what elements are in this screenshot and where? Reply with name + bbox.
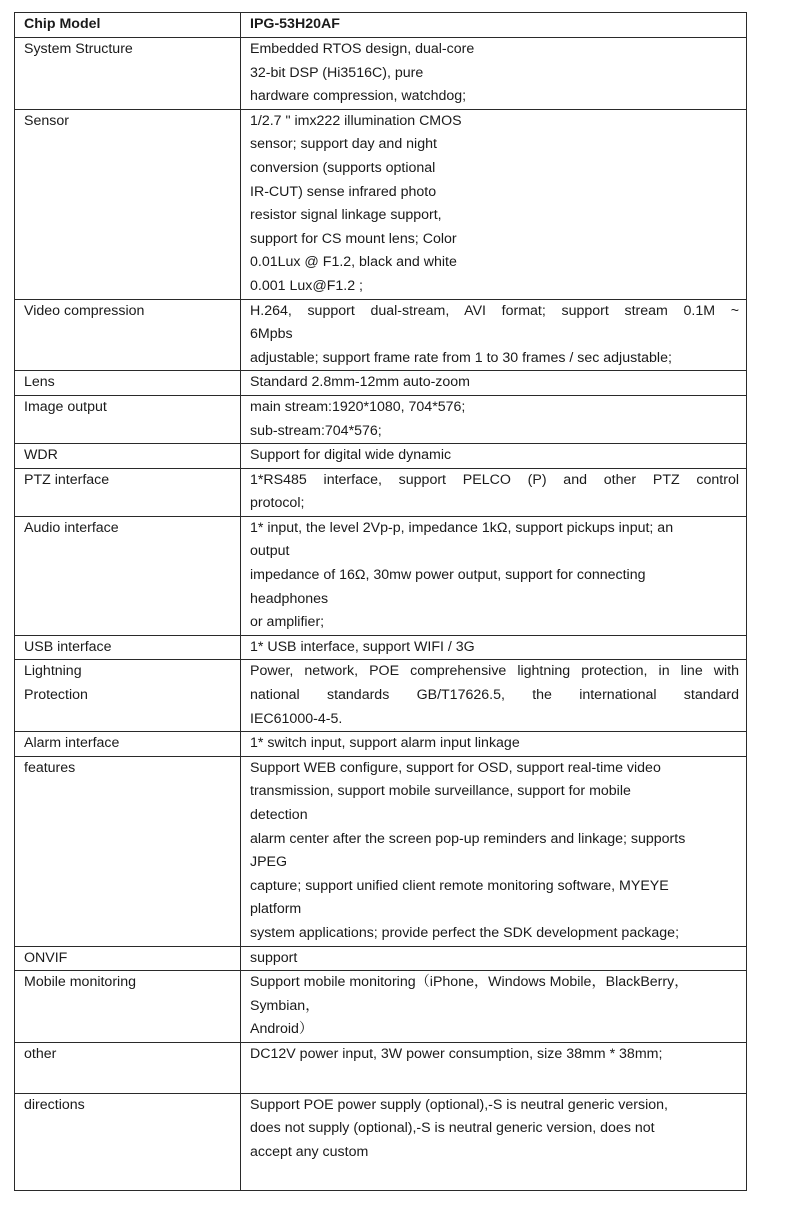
spec-value [241, 732, 747, 757]
spec-value-line: hardware compression, watchdog; [250, 88, 467, 105]
spec-value [241, 38, 747, 110]
spec-row-features [15, 756, 747, 946]
spec-row-system-structure [15, 38, 747, 110]
spec-row-wdr [15, 444, 747, 469]
spec-label-line: Image output [24, 398, 107, 415]
spec-value-line: accept any custom [250, 1143, 369, 1160]
spec-label-line: Lightning [24, 663, 82, 680]
spec-value [241, 660, 747, 732]
spec-value-line: JPEG [250, 854, 288, 871]
spec-table-body [15, 13, 747, 1191]
spec-label [15, 299, 241, 371]
spec-value [241, 395, 747, 443]
spec-row-lightning-protection [15, 660, 747, 732]
spec-label-line: Sensor [24, 112, 69, 129]
spec-value-line: 6Mpbs [250, 326, 293, 343]
spec-value-line: support [250, 949, 298, 966]
spec-value [241, 946, 747, 971]
spec-value-line: 1* switch input, support alarm input linkage [250, 735, 520, 752]
spec-value-line: IEC61000-4-5. [250, 710, 343, 727]
spec-value-line: 1* input, the level 2Vp-p, impedance 1kΩ, support pickups input; an [250, 519, 674, 536]
spec-row-directions [15, 1093, 747, 1191]
spec-value-line: support for CS mount lens; Color [250, 230, 457, 247]
spec-value-line: conversion (supports optional [250, 159, 436, 176]
spec-value [241, 971, 747, 1043]
spec-value-line: system applications; provide perfect the SDK development package; [250, 924, 680, 941]
spec-value-line: 32-bit DSP (Hi3516C), pure [250, 64, 424, 81]
spec-value [241, 756, 747, 946]
spec-value-line: 1/2.7 " imx222 illumination CMOS [250, 112, 462, 129]
header-value: IPG-53H20AF [241, 13, 747, 38]
spec-label-line: Alarm interface [24, 735, 120, 752]
spec-value-line: sensor; support day and night [250, 136, 437, 153]
spec-row-usb-interface [15, 635, 747, 660]
spec-value-line: 0.01Lux @ F1.2, black and white [250, 254, 457, 271]
spec-label-line: Mobile monitoring [24, 974, 136, 991]
spec-label [15, 1042, 241, 1093]
spec-value-line: alarm center after the screen pop-up reminders and linkage; supports [250, 830, 686, 847]
header-row [15, 13, 747, 38]
spec-value-line: IR-CUT) sense infrared photo [250, 183, 437, 200]
spec-label-line: PTZ interface [24, 471, 110, 488]
spec-value-line: impedance of 16Ω, 30mw power output, support for connecting [250, 567, 646, 584]
spec-row-audio-interface [15, 516, 747, 635]
spec-value-line: Standard 2.8mm-12mm auto-zoom [250, 374, 470, 391]
spec-row-lens [15, 371, 747, 396]
spec-value-line: Support WEB configure, support for OSD, support real-time video [250, 759, 661, 776]
spec-label [15, 516, 241, 635]
spec-value-line: Android） [250, 1021, 314, 1038]
spec-label-line: directions [24, 1096, 85, 1113]
spec-row-other [15, 1042, 747, 1093]
spec-label-line: Video compression [24, 302, 145, 319]
spec-table [14, 12, 747, 1191]
spec-value-line: 1* USB interface, support WIFI / 3G [250, 638, 475, 655]
spec-label [15, 468, 241, 516]
spec-label [15, 635, 241, 660]
spec-row-alarm-interface [15, 732, 747, 757]
spec-value-line: 1*RS485 interface, support PELCO (P) and other PTZ control [250, 471, 739, 488]
spec-value-line: DC12V power input, 3W power consumption, size 38mm * 38mm; [250, 1045, 663, 1062]
spec-sheet [14, 12, 746, 1191]
spec-value-line: main stream:1920*1080, 704*576; [250, 398, 466, 415]
spec-label [15, 732, 241, 757]
spec-row-image-output [15, 395, 747, 443]
spec-value-line: headphones [250, 590, 329, 607]
spec-value [241, 635, 747, 660]
spec-label-line: WDR [24, 447, 58, 464]
spec-row-mobile-monitoring [15, 971, 747, 1043]
spec-value [241, 109, 747, 299]
spec-label [15, 38, 241, 110]
spec-label-line: Lens [24, 374, 55, 391]
spec-label-line: ONVIF [24, 949, 68, 966]
spec-label [15, 444, 241, 469]
spec-label [15, 371, 241, 396]
spec-value-line: does not supply (optional),-S is neutral generic version, does not [250, 1120, 655, 1137]
spec-value [241, 516, 747, 635]
spec-value-line: Power, network, POE comprehensive lightning protection, in line with [250, 663, 739, 680]
spec-label [15, 1093, 241, 1191]
spec-value-line: protocol; [250, 495, 305, 512]
spec-value-line: Support mobile monitoring（iPhone，Windows Mobile，BlackBerry， [250, 974, 689, 991]
spec-value [241, 371, 747, 396]
spec-value-line: capture; support unified client remote monitoring software, MYEYE [250, 877, 669, 894]
spec-value-line: platform [250, 901, 302, 918]
spec-value-line: or amplifier; [250, 614, 325, 631]
header-label: Chip Model [15, 13, 241, 38]
spec-label [15, 946, 241, 971]
spec-label [15, 660, 241, 732]
spec-value-line: Support for digital wide dynamic [250, 447, 452, 464]
spec-value [241, 468, 747, 516]
spec-value-line: 0.001 Lux@F1.2 ; [250, 277, 363, 294]
spec-value-line: Embedded RTOS design, dual-core [250, 41, 475, 57]
spec-label-line: System Structure [24, 41, 133, 57]
spec-row-onvif [15, 946, 747, 971]
spec-value-line: adjustable; support frame rate from 1 to 30 frames / sec adjustable; [250, 349, 672, 366]
spec-row-sensor [15, 109, 747, 299]
spec-value [241, 1042, 747, 1093]
spec-row-video-compression [15, 299, 747, 371]
spec-value-line: Symbian， [250, 997, 320, 1014]
spec-label-line: Audio interface [24, 519, 119, 536]
spec-value-line: H.264, support dual-stream, AVI format; support stream 0.1M ~ [250, 302, 739, 319]
spec-label [15, 756, 241, 946]
spec-label-line: other [24, 1045, 57, 1062]
spec-value [241, 1093, 747, 1191]
spec-label [15, 109, 241, 299]
spec-label-line: USB interface [24, 638, 112, 655]
spec-value-line: resistor signal linkage support, [250, 207, 442, 224]
spec-label-line: features [24, 759, 76, 776]
spec-row-ptz-interface [15, 468, 747, 516]
spec-value-line: transmission, support mobile surveillance, support for mobile [250, 783, 631, 800]
spec-value [241, 299, 747, 371]
spec-value-line: output [250, 543, 290, 560]
spec-value-line: detection [250, 807, 308, 823]
spec-label-line: Protection [24, 687, 88, 704]
spec-label [15, 971, 241, 1043]
spec-label [15, 395, 241, 443]
spec-value-line: national standards GB/T17626.5, the international standard [250, 687, 739, 704]
spec-value [241, 444, 747, 469]
spec-value-line: Support POE power supply (optional),-S is neutral generic version, [250, 1096, 668, 1113]
spec-value-line: sub-stream:704*576; [250, 422, 382, 439]
